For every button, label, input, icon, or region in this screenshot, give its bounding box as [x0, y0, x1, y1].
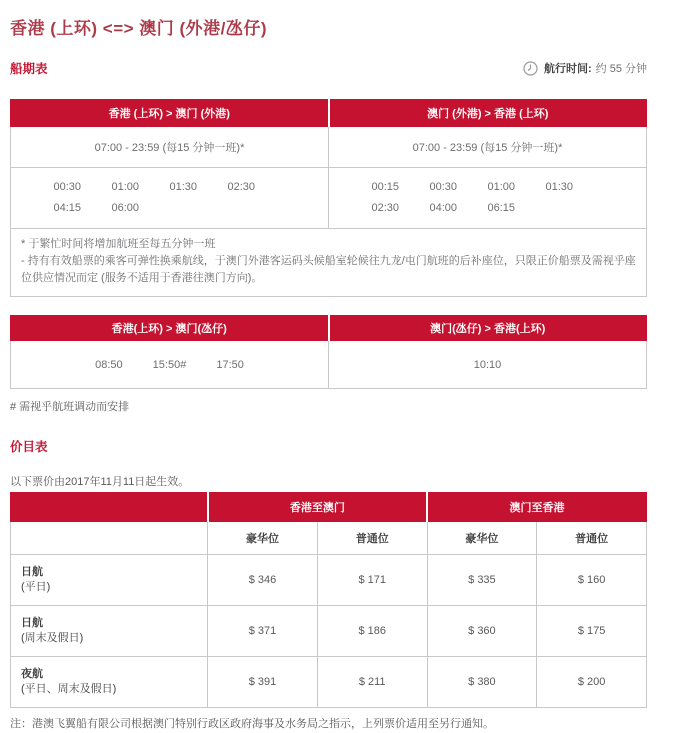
fare-row-day-weekday: [11, 555, 647, 606]
taipa-footnote: # 需视乎航班调动而安排: [10, 401, 130, 414]
sailing-time-value: 约 55 分钟: [595, 63, 647, 75]
fare-value: $ 211: [317, 657, 427, 708]
fare-group-header-row: [11, 493, 647, 522]
taipa-times-row: [11, 341, 647, 389]
fare-value: $ 391: [208, 657, 318, 708]
class-header-economy: 普通位: [537, 522, 647, 555]
times-grid: [54, 177, 286, 219]
outer-harbour-timetable: [10, 99, 647, 297]
service-type-label: 日航: [21, 616, 43, 629]
timetable-header-row: [11, 316, 647, 341]
fare-row-label: [11, 657, 208, 708]
fare-class-blank-cell: [11, 522, 208, 555]
time-value: 06:00: [111, 202, 140, 214]
clock-icon: [523, 61, 538, 76]
time-value: 00:15: [371, 181, 400, 194]
fare-disclaimer-note: 注：港澳飞翼船有限公司根据澳门特别行政区政府海事及水务局之指示，上列票价适用至另行通知。: [10, 718, 494, 731]
time-value: 00:30: [53, 181, 82, 194]
sailing-time: [523, 60, 647, 76]
time-value: 01:30: [169, 181, 198, 194]
fare-row-label: [11, 555, 208, 606]
service-day-label: (周末及假日): [21, 632, 84, 645]
fare-value: $ 346: [208, 555, 318, 606]
frequency-row: [11, 127, 647, 168]
fare-value: $ 186: [317, 606, 427, 657]
fare-row-night: [11, 657, 647, 708]
time-value: 15:50#: [152, 358, 187, 371]
time-value: 02:30: [371, 202, 400, 214]
group-header-macau-to-hk: 澳门至香港: [427, 493, 646, 522]
time-value: 04:00: [429, 202, 458, 214]
sailing-time-label: 航行时间:: [543, 63, 592, 75]
timetable-footnote: [11, 229, 647, 297]
schedule-section-bar: [10, 59, 647, 77]
time-value: 00:30: [429, 181, 458, 194]
night-times-hk-to-macau: [11, 168, 329, 229]
fare-class-header-row: [11, 522, 647, 555]
class-header-super: 豪华位: [208, 522, 318, 555]
header-hk-to-macau-outer: 香港 (上环) > 澳门 (外港): [11, 100, 329, 127]
taipa-timetable: [10, 315, 647, 389]
timetable-footnote-row: [11, 229, 647, 297]
night-times-macau-to-hk: [329, 168, 647, 229]
time-value: 06:15: [487, 202, 516, 214]
fare-effective-note: 以下票价由2017年11月11日起生效。: [10, 476, 190, 489]
fare-value: $ 380: [427, 657, 537, 708]
taipa-times-macau-to-hk: [329, 341, 647, 389]
fare-value: $ 160: [537, 555, 647, 606]
time-value: 02:30: [227, 181, 256, 194]
service-day-label: (平日、周末及假日): [21, 683, 117, 696]
frequency-hk-to-macau: 07:00 - 23:59 (每15 分钟一班)*: [11, 127, 329, 168]
header-macau-taipa-to-hk: 澳门(氹仔) > 香港(上环): [329, 316, 647, 341]
taipa-times-hk-to-macau: [11, 341, 329, 389]
fare-table-corner-cell: [11, 493, 208, 522]
service-type-label: 夜航: [21, 667, 43, 680]
timetable-header-row: [11, 100, 647, 127]
service-day-label: (平日): [21, 581, 51, 594]
footnote-line-1: * 于繁忙时间将增加航班至每五分钟一班: [21, 238, 216, 250]
group-header-hk-to-macau: 香港至澳门: [208, 493, 427, 522]
time-value: 08:50: [95, 358, 123, 371]
night-times-row: [11, 168, 647, 229]
fare-row-label: [11, 606, 208, 657]
fare-value: $ 171: [317, 555, 427, 606]
fare-value: $ 360: [427, 606, 537, 657]
service-type-label: 日航: [21, 565, 43, 578]
page-title: 香港 (上环) <=> 澳门 (外港/氹仔): [10, 19, 268, 38]
fare-value: $ 371: [208, 606, 318, 657]
fares-heading: 价目表: [10, 440, 48, 455]
schedule-heading: 船期表: [10, 62, 48, 76]
time-value: 01:00: [111, 181, 140, 194]
time-value: 01:30: [545, 181, 574, 194]
fare-value: $ 200: [537, 657, 647, 708]
fare-value: $ 335: [427, 555, 537, 606]
class-header-economy: 普通位: [317, 522, 427, 555]
header-hk-to-macau-taipa: 香港(上环) > 澳门(氹仔): [11, 316, 329, 341]
fare-value: $ 175: [537, 606, 647, 657]
fare-row-day-weekend: [11, 606, 647, 657]
time-value: 04:15: [53, 202, 82, 214]
time-value: 17:50: [216, 358, 244, 371]
footnote-line-2: - 持有有效船票的乘客可弹性换乘航线，于澳门外港客运码头候船室轮候往九龙/屯门航班的后补座位，只限正价船票及需视乎座位供应情况而定 (服务不适用于香港往澳门方向)。: [21, 255, 636, 285]
times-grid: [372, 177, 604, 219]
time-value: 01:00: [487, 181, 516, 194]
frequency-macau-to-hk: 07:00 - 23:59 (每15 分钟一班)*: [329, 127, 647, 168]
time-value: 10:10: [473, 358, 502, 371]
class-header-super: 豪华位: [427, 522, 537, 555]
fare-table: [10, 492, 647, 708]
header-macau-outer-to-hk: 澳门 (外港) > 香港 (上环): [329, 100, 647, 127]
